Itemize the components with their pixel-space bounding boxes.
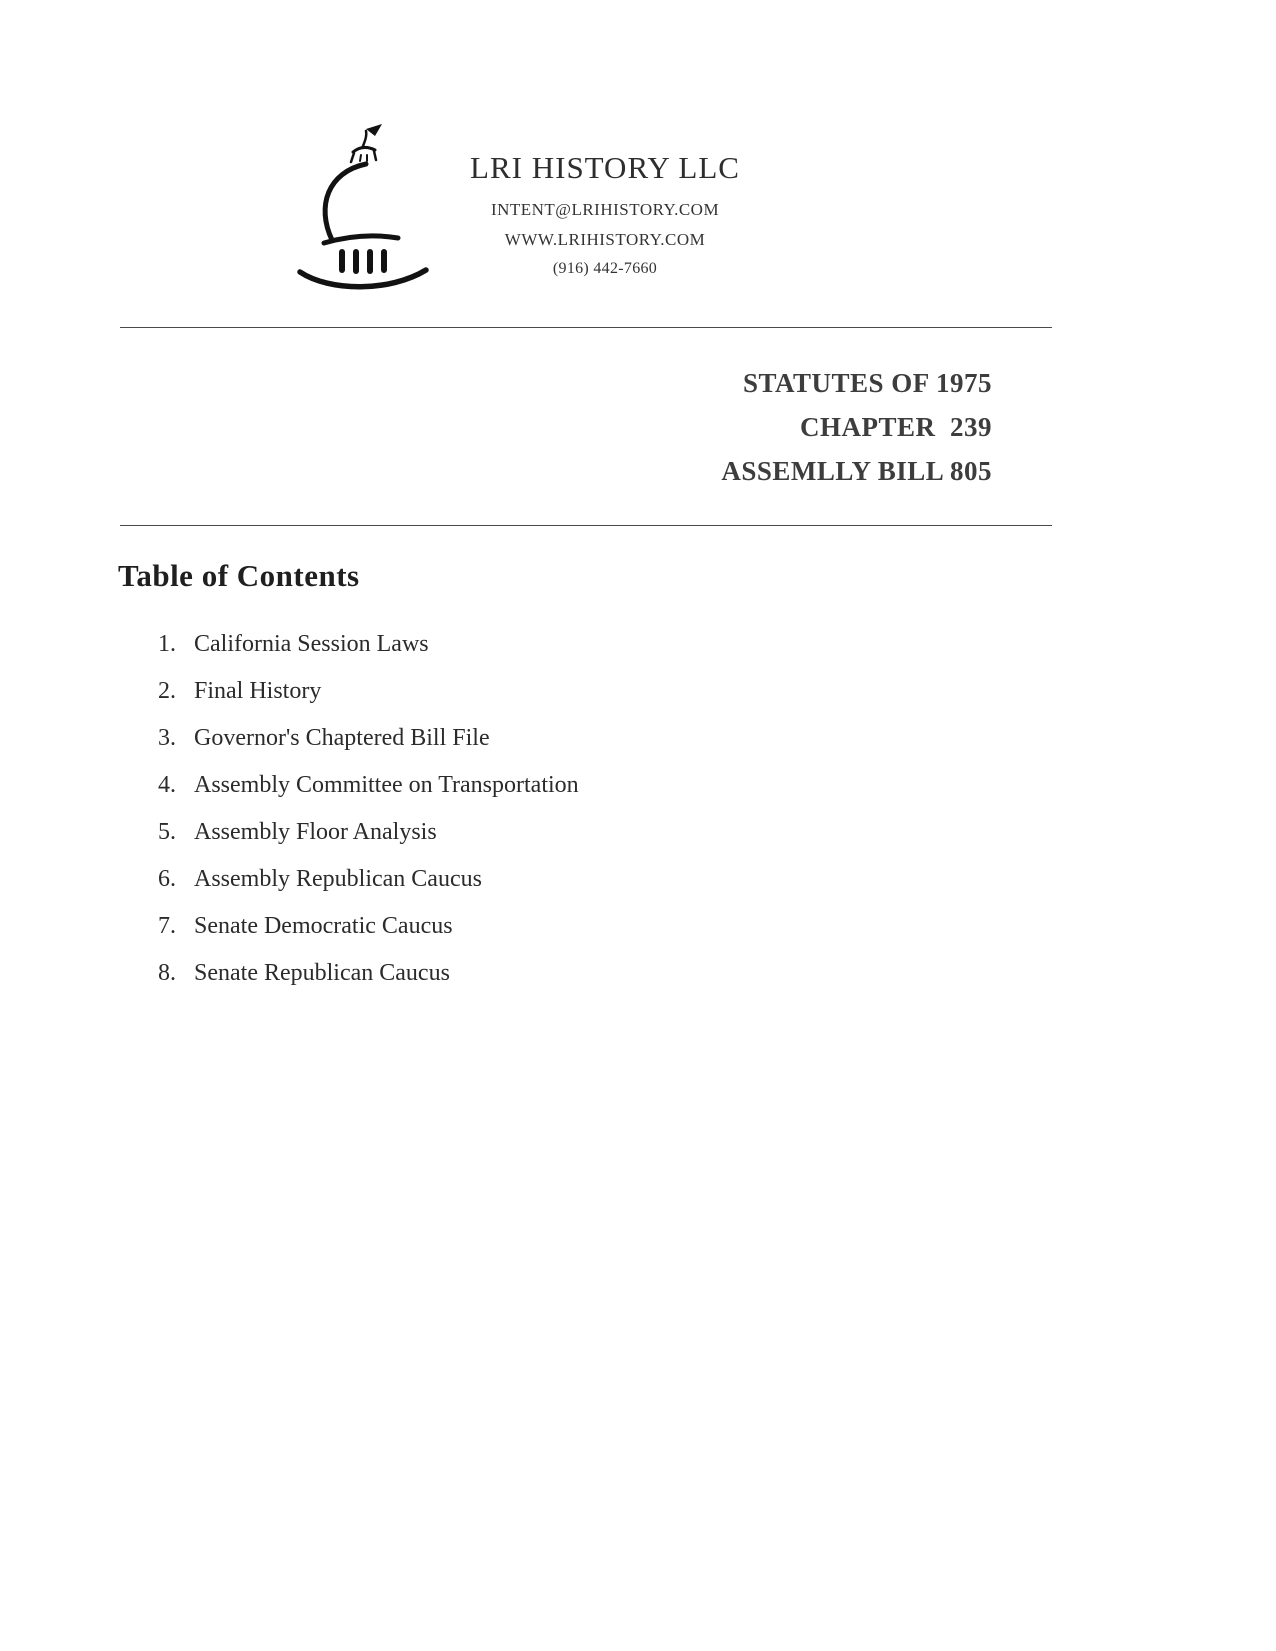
letterhead — [430, 150, 780, 288]
toc-item: 3. Governor's Chaptered Bill File — [182, 726, 1058, 750]
statute-title-block — [120, 368, 1052, 500]
top-divider — [120, 327, 1052, 328]
chapter-line: CHAPTER 239 — [799, 412, 992, 442]
toc-list — [118, 632, 1058, 985]
bottom-divider — [120, 525, 1052, 526]
toc-item: 1. California Session Laws — [182, 632, 1058, 656]
table-of-contents — [118, 558, 1058, 1008]
company-website: WWW.LRIHISTORY.COM — [504, 230, 706, 249]
company-name: LRI HISTORY LLC — [470, 150, 740, 185]
toc-item: 4. Assembly Committee on Transportation — [182, 773, 1058, 797]
statutes-year-line: STATUTES OF 1975 — [742, 368, 992, 398]
company-email: INTENT@LRIHISTORY.COM — [490, 200, 720, 219]
toc-item: 5. Assembly Floor Analysis — [182, 820, 1058, 844]
toc-item: 6. Assembly Republican Caucus — [182, 867, 1058, 891]
toc-item: 7. Senate Democratic Caucus — [182, 914, 1058, 938]
capitol-dome-icon — [290, 122, 440, 292]
toc-item: 8. Senate Republican Caucus — [182, 961, 1058, 985]
toc-heading: Table of Contents — [118, 558, 360, 593]
assembly-bill-line: ASSEMLLY BILL 805 — [721, 456, 992, 486]
toc-item: 2. Final History — [182, 679, 1058, 703]
company-phone: (916) 442-7660 — [552, 260, 658, 277]
